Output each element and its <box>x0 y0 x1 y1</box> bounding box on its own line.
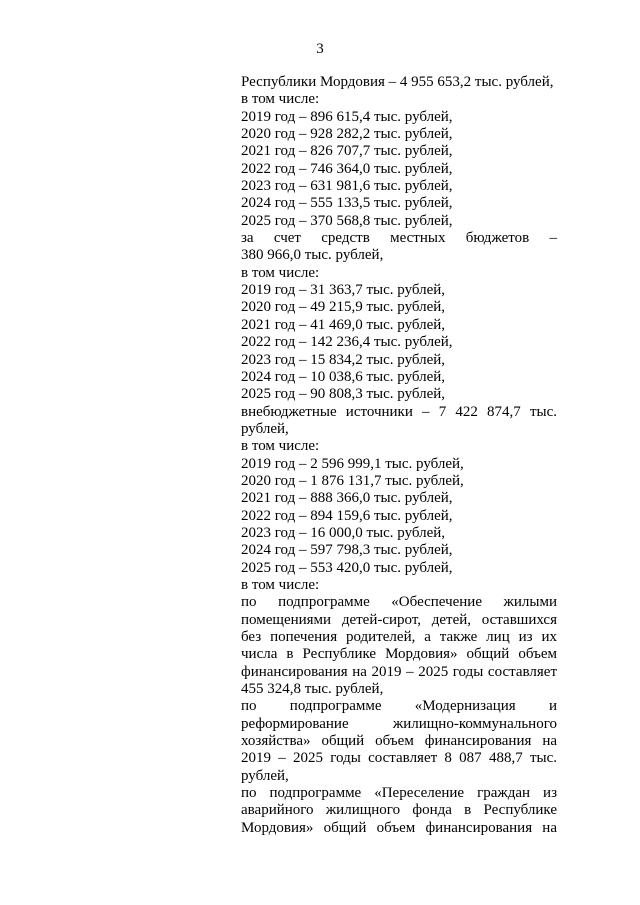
text-line: 2022 год – 142 236,4 тыс. рублей, <box>241 334 453 351</box>
text-line: 2021 год – 888 366,0 тыс. рублей, <box>241 490 453 507</box>
text-line: 2023 год – 631 981,6 тыс. рублей, <box>241 178 453 195</box>
text-line: 2025 год – 90 808,3 тыс. рублей, <box>241 386 446 403</box>
text-line: 2024 год – 10 038,6 тыс. рублей, <box>241 368 446 385</box>
text-line: по подпрограмме «Модернизация и <box>241 698 557 715</box>
text-line: по подпрограмме «Обеспечение жилыми <box>241 594 557 611</box>
text-line: по подпрограмме «Переселение граждан из <box>241 785 557 802</box>
text-line: 2022 год – 894 159,6 тыс. рублей, <box>241 507 453 524</box>
text-line: в том числе: <box>241 576 320 593</box>
document-body <box>241 74 557 837</box>
text-line: 2023 год – 16 000,0 тыс. рублей, <box>241 524 446 541</box>
text-line: 2025 год – 553 420,0 тыс. рублей, <box>241 559 453 576</box>
text-line: Мордовия» общий объем финансирования на <box>241 819 557 836</box>
text-line: 2019 – 2025 годы составляет 8 087 488,7 тыс. <box>241 750 557 767</box>
text-line: без попечения родителей, а также лиц из их <box>241 629 557 645</box>
page-number: 3 <box>316 41 324 57</box>
text-line: 2022 год – 746 364,0 тыс. рублей, <box>241 160 453 177</box>
text-line: 2023 год – 15 834,2 тыс. рублей, <box>241 351 446 368</box>
text-line: рублей, <box>241 420 289 437</box>
text-line: в том числе: <box>241 438 320 455</box>
text-line: 2021 год – 41 469,0 тыс. рублей, <box>241 316 446 333</box>
text-line: реформирование жилищно-коммунального <box>241 715 557 732</box>
text-line: в том числе: <box>241 91 320 108</box>
text-line: 455 324,8 тыс. рублей, <box>241 681 384 698</box>
text-line: 380 966,0 тыс. рублей, <box>241 247 384 264</box>
text-line: числа в Республике Мордовия» общий объем <box>241 646 557 663</box>
text-line: хозяйства» общий объем финансирования на <box>241 733 557 750</box>
text-line: внебюджетные источники – 7 422 874,7 тыс. <box>241 403 557 420</box>
text-line: 2019 год – 2 596 999,1 тыс. рублей, <box>241 455 464 472</box>
text-line: в том числе: <box>241 264 320 281</box>
text-line: 2025 год – 370 568,8 тыс. рублей, <box>241 212 453 229</box>
text-line: 2024 год – 597 798,3 тыс. рублей, <box>241 542 453 559</box>
text-line: Республики Мордовия – 4 955 653,2 тыс. рублей, <box>241 74 554 90</box>
text-line: 2020 год – 1 876 131,7 тыс. рублей, <box>241 472 464 489</box>
text-line: 2021 год – 826 707,7 тыс. рублей, <box>241 143 453 160</box>
text-line: рублей, <box>241 767 289 784</box>
text-line: 2020 год – 928 282,2 тыс. рублей, <box>241 126 453 143</box>
text-line: 2020 год – 49 215,9 тыс. рублей, <box>241 299 446 316</box>
text-line: финансирования на 2019 – 2025 годы составляет <box>241 663 557 680</box>
text-line: помещениями детей-сирот, детей, оставшихся <box>241 611 557 628</box>
text-line: за счет средств местных бюджетов – <box>241 230 557 247</box>
text-line: 2019 год – 896 615,4 тыс. рублей, <box>241 108 453 125</box>
text-line: 2019 год – 31 363,7 тыс. рублей, <box>241 282 446 299</box>
text-line: 2024 год – 555 133,5 тыс. рублей, <box>241 195 453 212</box>
text-line: аварийного жилищного фонда в Республике <box>241 802 557 819</box>
